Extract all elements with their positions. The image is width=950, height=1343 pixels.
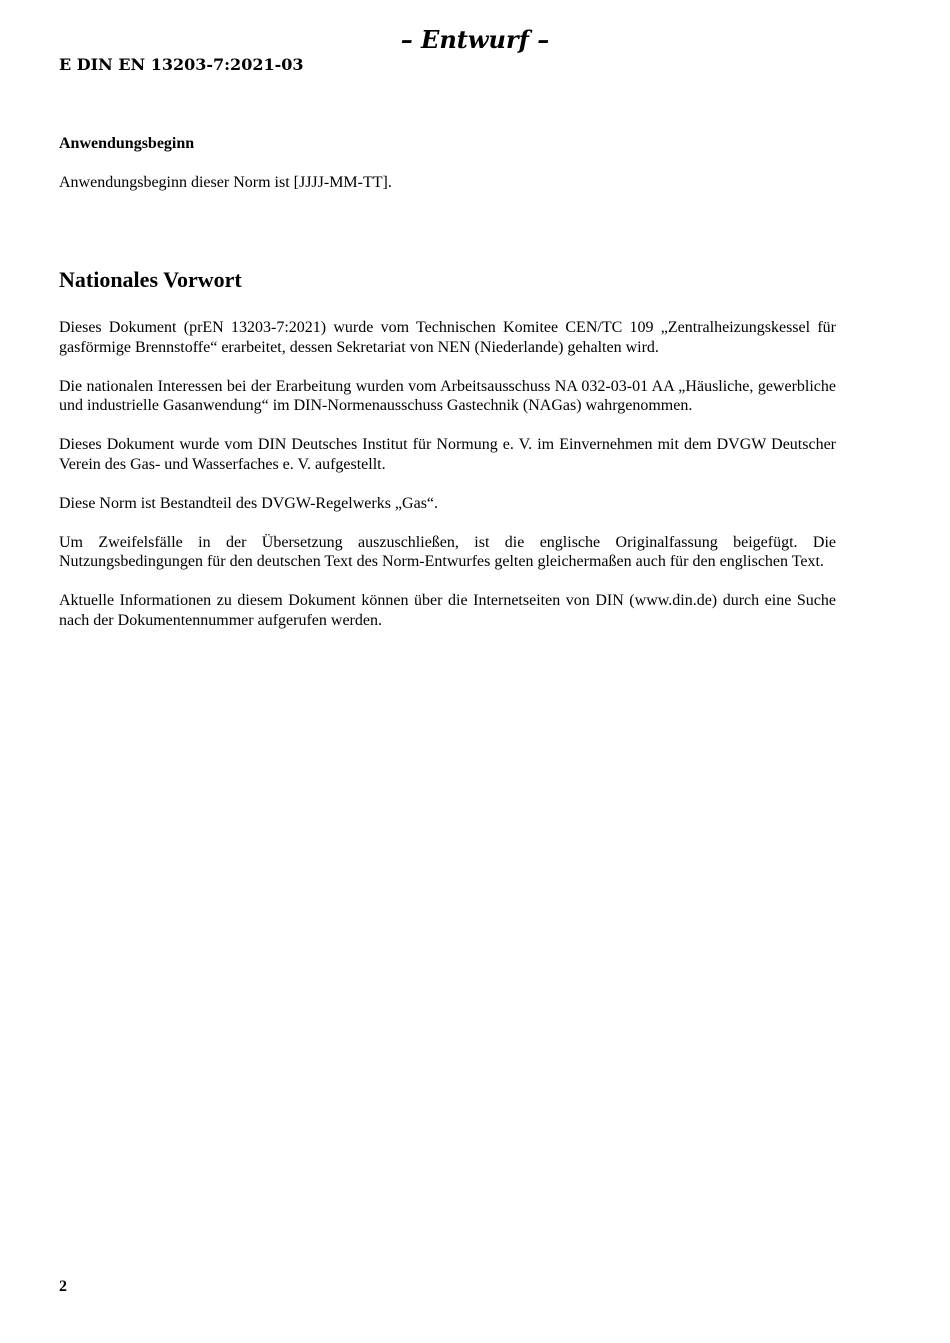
foreword-paragraph: Dieses Dokument (prEN 13203-7:2021) wurde vom Technischen Komitee CEN/TC 109 „Zentralheizungskessel für gasförmige Brennstoffe“ erarbeitet, dessen Sekretariat von NEN (Niederlande) gehalten wird. xyxy=(59,319,836,356)
draft-watermark: – Entwurf – xyxy=(400,25,550,54)
application-start-text: Anwendungsbeginn dieser Norm ist [JJJJ-MM-TT]. xyxy=(59,174,392,191)
foreword-paragraph: Um Zweifelsfälle in der Übersetzung auszuschließen, ist die englische Originalfassung beigefügt. Die Nutzungsbedingungen für den deutschen Text des Norm-Entwurfes gelten gleichermaßen auch für den englischen Text. xyxy=(59,533,836,570)
foreword-paragraph: Dieses Dokument wurde vom DIN Deutsches Institut für Normung e. V. im Einvernehmen mit dem DVGW Deutscher Verein des Gas- und Wasserfaches e. V. aufgestellt. xyxy=(59,436,836,473)
application-start-label: Anwendungsbeginn xyxy=(59,135,195,152)
foreword-paragraph: Diese Norm ist Bestandteil des DVGW-Regelwerks „Gas“. xyxy=(59,494,439,512)
foreword-body xyxy=(59,318,836,650)
page-number: 2 xyxy=(59,1278,67,1295)
foreword-paragraph: Die nationalen Interessen bei der Erarbeitung wurden vom Arbeitsausschuss NA 032-03-01 AA „Häusliche, gewerbliche und industrielle Gasanwendung“ im DIN-Normenausschuss Gastechnik (NAGas) wahrgenommen. xyxy=(59,377,836,414)
foreword-title: Nationales Vorwort xyxy=(59,267,242,292)
document-id: E DIN EN 13203-7:2021-03 xyxy=(59,55,304,74)
foreword-paragraph: Aktuelle Informationen zu diesem Dokument können über die Internetseiten von DIN (www.din.de) durch eine Suche nach der Dokumentennummer aufgerufen werden. xyxy=(59,592,836,629)
